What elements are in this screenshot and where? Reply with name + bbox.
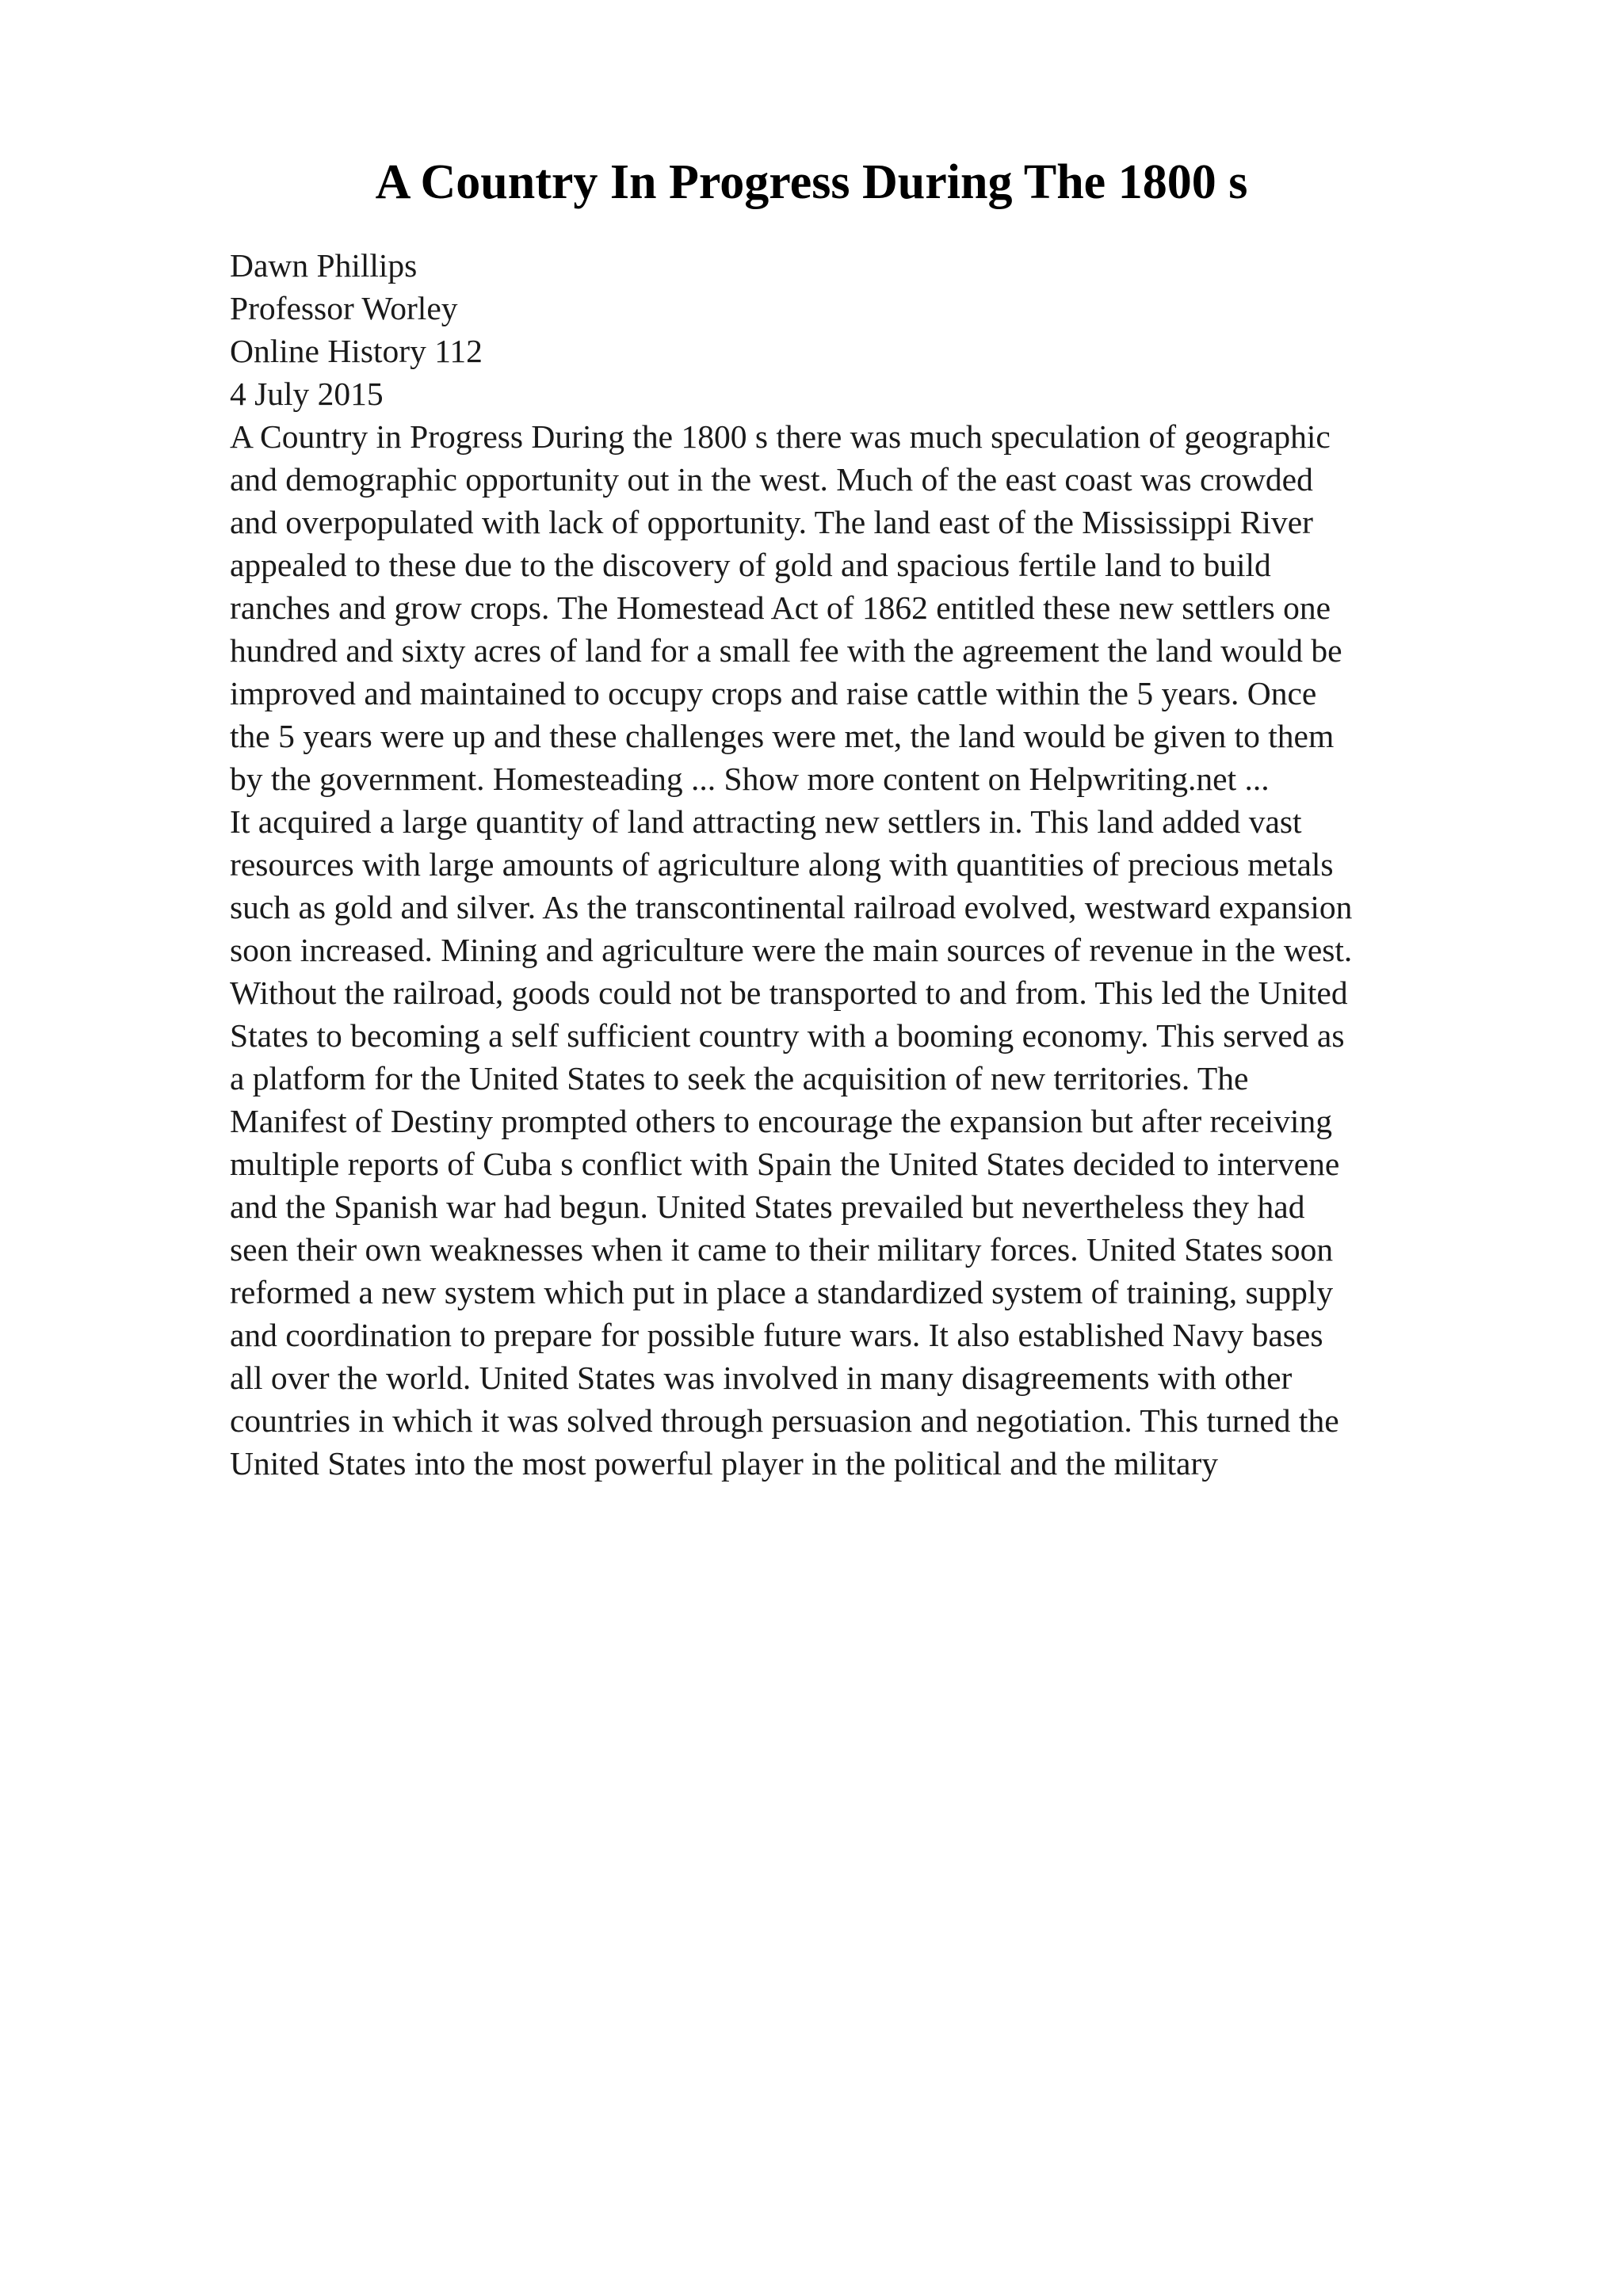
text-line: by the government. Homesteading ... Show more content on Helpwriting.net ... (230, 761, 1270, 797)
text-line: improved and maintained to occupy crops and raise cattle within the 5 years. Once (230, 675, 1317, 711)
date-line: 4 July 2015 (230, 376, 384, 412)
text-line: A Country in Progress During the 1800 s there was much speculation of geographic (230, 418, 1331, 455)
text-line: and overpopulated with lack of opportunity. The land east of the Mississippi River (230, 504, 1313, 540)
text-line: resources with large amounts of agriculture along with quantities of precious metals (230, 846, 1334, 883)
text-line: It acquired a large quantity of land attracting new settlers in. This land added vast (230, 803, 1302, 840)
text-line: States to becoming a self sufficient country with a booming economy. This served as (230, 1017, 1345, 1054)
text-line: reformed a new system which put in place a standardized system of training, supply (230, 1274, 1334, 1310)
document-title: A Country In Progress During The 1800 s (375, 155, 1248, 209)
text-line: appealed to these due to the discovery of gold and spacious fertile land to build (230, 547, 1271, 583)
text-line: a platform for the United States to seek the acquisition of new territories. The (230, 1060, 1249, 1097)
instructor-line: Professor Worley (230, 290, 458, 326)
course-line: Online History 112 (230, 333, 483, 369)
text-line: and the Spanish war had begun. United States prevailed but nevertheless they had (230, 1188, 1305, 1225)
text-line: ranches and grow crops. The Homestead Act of 1862 entitled these new settlers one (230, 589, 1331, 626)
text-line: multiple reports of Cuba s conflict with Spain the United States decided to intervene (230, 1146, 1340, 1182)
document-body (230, 244, 1514, 1485)
text-line: seen their own weaknesses when it came to their military forces. United States soon (230, 1231, 1334, 1268)
text-line: hundred and sixty acres of land for a small fee with the agreement the land would be (230, 632, 1342, 669)
text-line: soon increased. Mining and agriculture were the main sources of revenue in the west. (230, 932, 1353, 968)
text-line: all over the world. United States was involved in many disagreements with other (230, 1360, 1293, 1396)
text-line: Without the railroad, goods could not be transported to and from. This led the United (230, 974, 1348, 1011)
text-line: the 5 years were up and these challenges were met, the land would be given to them (230, 718, 1335, 754)
text-line: countries in which it was solved through persuasion and negotiation. This turned the (230, 1402, 1339, 1439)
text-line: United States into the most powerful player in the political and the military (230, 1445, 1219, 1482)
text-line: Manifest of Destiny prompted others to encourage the expansion but after receiving (230, 1103, 1332, 1139)
author-line: Dawn Phillips (230, 247, 418, 284)
text-line: and demographic opportunity out in the west. Much of the east coast was crowded (230, 461, 1313, 498)
text-line: such as gold and silver. As the transcontinental railroad evolved, westward expansion (230, 889, 1353, 925)
text-line: and coordination to prepare for possible future wars. It also established Navy bases (230, 1317, 1323, 1353)
